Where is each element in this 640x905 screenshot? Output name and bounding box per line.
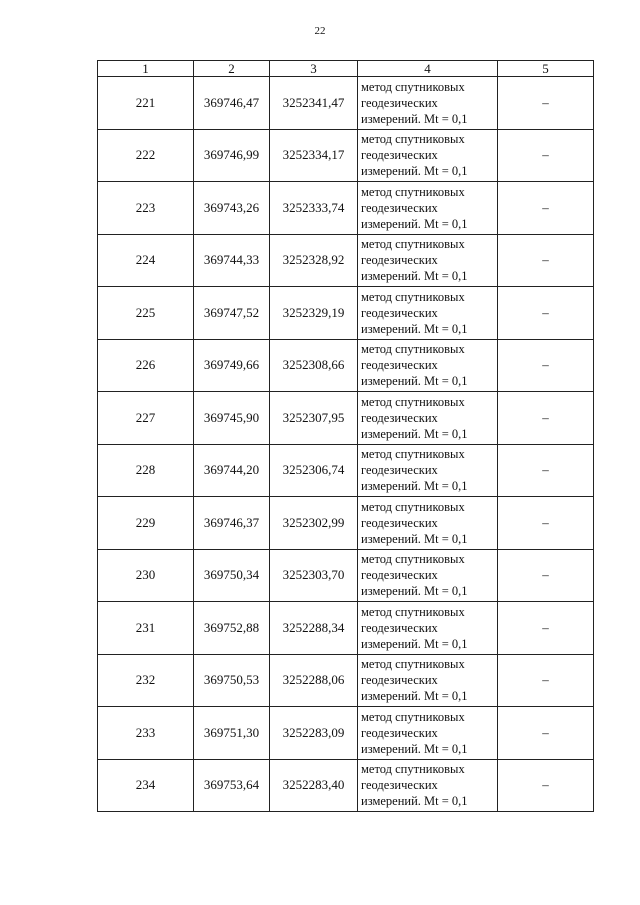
point-number-cell: 228 <box>98 444 194 497</box>
method-cell <box>358 287 498 340</box>
y-coordinate-cell: 3252308,66 <box>270 339 358 392</box>
method-line: измерений. Mt = 0,1 <box>361 479 468 494</box>
note-cell: – <box>498 444 594 497</box>
column-header-3: 3 <box>270 61 358 77</box>
point-number-cell: 229 <box>98 497 194 550</box>
column-header-1: 1 <box>98 61 194 77</box>
x-coordinate-cell: 369744,33 <box>194 234 270 287</box>
y-coordinate-cell: 3252303,70 <box>270 549 358 602</box>
table-header <box>98 61 594 77</box>
x-coordinate-cell: 369746,99 <box>194 129 270 182</box>
y-coordinate-cell: 3252329,19 <box>270 287 358 340</box>
note-cell: – <box>498 549 594 602</box>
point-number-cell: 223 <box>98 182 194 235</box>
table-body <box>98 77 594 812</box>
x-coordinate-cell: 369746,47 <box>194 77 270 130</box>
method-line: метод спутниковых <box>361 184 465 199</box>
method-line: геодезических <box>361 410 438 425</box>
method-cell <box>358 392 498 445</box>
method-line: геодезических <box>361 620 438 635</box>
method-line: геодезических <box>361 358 438 373</box>
method-line: измерений. Mt = 0,1 <box>361 794 468 809</box>
coordinates-table <box>97 60 594 812</box>
note-cell: – <box>498 759 594 812</box>
point-number-cell: 230 <box>98 549 194 602</box>
x-coordinate-cell: 369750,34 <box>194 549 270 602</box>
method-line: геодезических <box>361 200 438 215</box>
table-row <box>98 444 594 497</box>
method-line: метод спутниковых <box>361 604 465 619</box>
note-cell: – <box>498 234 594 287</box>
method-line: геодезических <box>361 778 438 793</box>
method-line: геодезических <box>361 673 438 688</box>
table-row <box>98 182 594 235</box>
note-cell: – <box>498 392 594 445</box>
method-line: метод спутниковых <box>361 552 465 567</box>
method-line: метод спутниковых <box>361 762 465 777</box>
note-cell: – <box>498 707 594 760</box>
y-coordinate-cell: 3252288,06 <box>270 654 358 707</box>
method-cell <box>358 444 498 497</box>
y-coordinate-cell: 3252334,17 <box>270 129 358 182</box>
method-line: геодезических <box>361 95 438 110</box>
method-cell <box>358 759 498 812</box>
table-row <box>98 497 594 550</box>
method-line: измерений. Mt = 0,1 <box>361 374 468 389</box>
table-row <box>98 707 594 760</box>
method-line: метод спутниковых <box>361 447 465 462</box>
x-coordinate-cell: 369743,26 <box>194 182 270 235</box>
method-line: метод спутниковых <box>361 499 465 514</box>
method-cell <box>358 707 498 760</box>
point-number-cell: 227 <box>98 392 194 445</box>
method-line: метод спутниковых <box>361 657 465 672</box>
method-line: измерений. Mt = 0,1 <box>361 216 468 231</box>
note-cell: – <box>498 497 594 550</box>
x-coordinate-cell: 369747,52 <box>194 287 270 340</box>
method-line: метод спутниковых <box>361 709 465 724</box>
method-line: геодезических <box>361 148 438 163</box>
method-line: метод спутниковых <box>361 394 465 409</box>
method-cell <box>358 182 498 235</box>
point-number-cell: 233 <box>98 707 194 760</box>
method-cell <box>358 129 498 182</box>
method-line: геодезических <box>361 515 438 530</box>
method-line: измерений. Mt = 0,1 <box>361 636 468 651</box>
note-cell: – <box>498 129 594 182</box>
method-line: измерений. Mt = 0,1 <box>361 164 468 179</box>
column-header-5: 5 <box>498 61 594 77</box>
method-cell <box>358 77 498 130</box>
method-line: измерений. Mt = 0,1 <box>361 741 468 756</box>
method-line: геодезических <box>361 305 438 320</box>
header-row <box>98 61 594 77</box>
point-number-cell: 226 <box>98 339 194 392</box>
method-line: метод спутниковых <box>361 132 465 147</box>
point-number-cell: 234 <box>98 759 194 812</box>
note-cell: – <box>498 77 594 130</box>
point-number-cell: 225 <box>98 287 194 340</box>
page-number: 22 <box>314 25 326 37</box>
x-coordinate-cell: 369752,88 <box>194 602 270 655</box>
note-cell: – <box>498 602 594 655</box>
x-coordinate-cell: 369744,20 <box>194 444 270 497</box>
method-line: измерений. Mt = 0,1 <box>361 321 468 336</box>
column-header-2: 2 <box>194 61 270 77</box>
method-line: измерений. Mt = 0,1 <box>361 269 468 284</box>
method-line: метод спутниковых <box>361 342 465 357</box>
method-line: геодезических <box>361 463 438 478</box>
method-line: измерений. Mt = 0,1 <box>361 584 468 599</box>
method-cell <box>358 339 498 392</box>
note-cell: – <box>498 339 594 392</box>
method-cell <box>358 549 498 602</box>
point-number-cell: 224 <box>98 234 194 287</box>
y-coordinate-cell: 3252302,99 <box>270 497 358 550</box>
y-coordinate-cell: 3252307,95 <box>270 392 358 445</box>
x-coordinate-cell: 369746,37 <box>194 497 270 550</box>
table-row <box>98 392 594 445</box>
method-cell <box>358 602 498 655</box>
note-cell: – <box>498 654 594 707</box>
y-coordinate-cell: 3252333,74 <box>270 182 358 235</box>
point-number-cell: 221 <box>98 77 194 130</box>
table-row <box>98 549 594 602</box>
x-coordinate-cell: 369751,30 <box>194 707 270 760</box>
table-row <box>98 77 594 130</box>
method-line: измерений. Mt = 0,1 <box>361 111 468 126</box>
method-cell <box>358 234 498 287</box>
y-coordinate-cell: 3252288,34 <box>270 602 358 655</box>
y-coordinate-cell: 3252283,40 <box>270 759 358 812</box>
method-line: измерений. Mt = 0,1 <box>361 426 468 441</box>
point-number-cell: 222 <box>98 129 194 182</box>
method-line: метод спутниковых <box>361 289 465 304</box>
method-line: геодезических <box>361 725 438 740</box>
x-coordinate-cell: 369745,90 <box>194 392 270 445</box>
point-number-cell: 232 <box>98 654 194 707</box>
method-cell <box>358 497 498 550</box>
table-row <box>98 234 594 287</box>
method-line: измерений. Mt = 0,1 <box>361 689 468 704</box>
table-row <box>98 759 594 812</box>
method-line: геодезических <box>361 253 438 268</box>
method-line: геодезических <box>361 568 438 583</box>
table-row <box>98 129 594 182</box>
table-row <box>98 287 594 340</box>
x-coordinate-cell: 369753,64 <box>194 759 270 812</box>
y-coordinate-cell: 3252328,92 <box>270 234 358 287</box>
note-cell: – <box>498 182 594 235</box>
y-coordinate-cell: 3252306,74 <box>270 444 358 497</box>
point-number-cell: 231 <box>98 602 194 655</box>
column-header-4: 4 <box>358 61 498 77</box>
method-line: метод спутниковых <box>361 79 465 94</box>
table-row <box>98 654 594 707</box>
table-row <box>98 339 594 392</box>
x-coordinate-cell: 369749,66 <box>194 339 270 392</box>
y-coordinate-cell: 3252283,09 <box>270 707 358 760</box>
y-coordinate-cell: 3252341,47 <box>270 77 358 130</box>
method-cell <box>358 654 498 707</box>
table-row <box>98 602 594 655</box>
method-line: метод спутниковых <box>361 237 465 252</box>
note-cell: – <box>498 287 594 340</box>
method-line: измерений. Mt = 0,1 <box>361 531 468 546</box>
x-coordinate-cell: 369750,53 <box>194 654 270 707</box>
